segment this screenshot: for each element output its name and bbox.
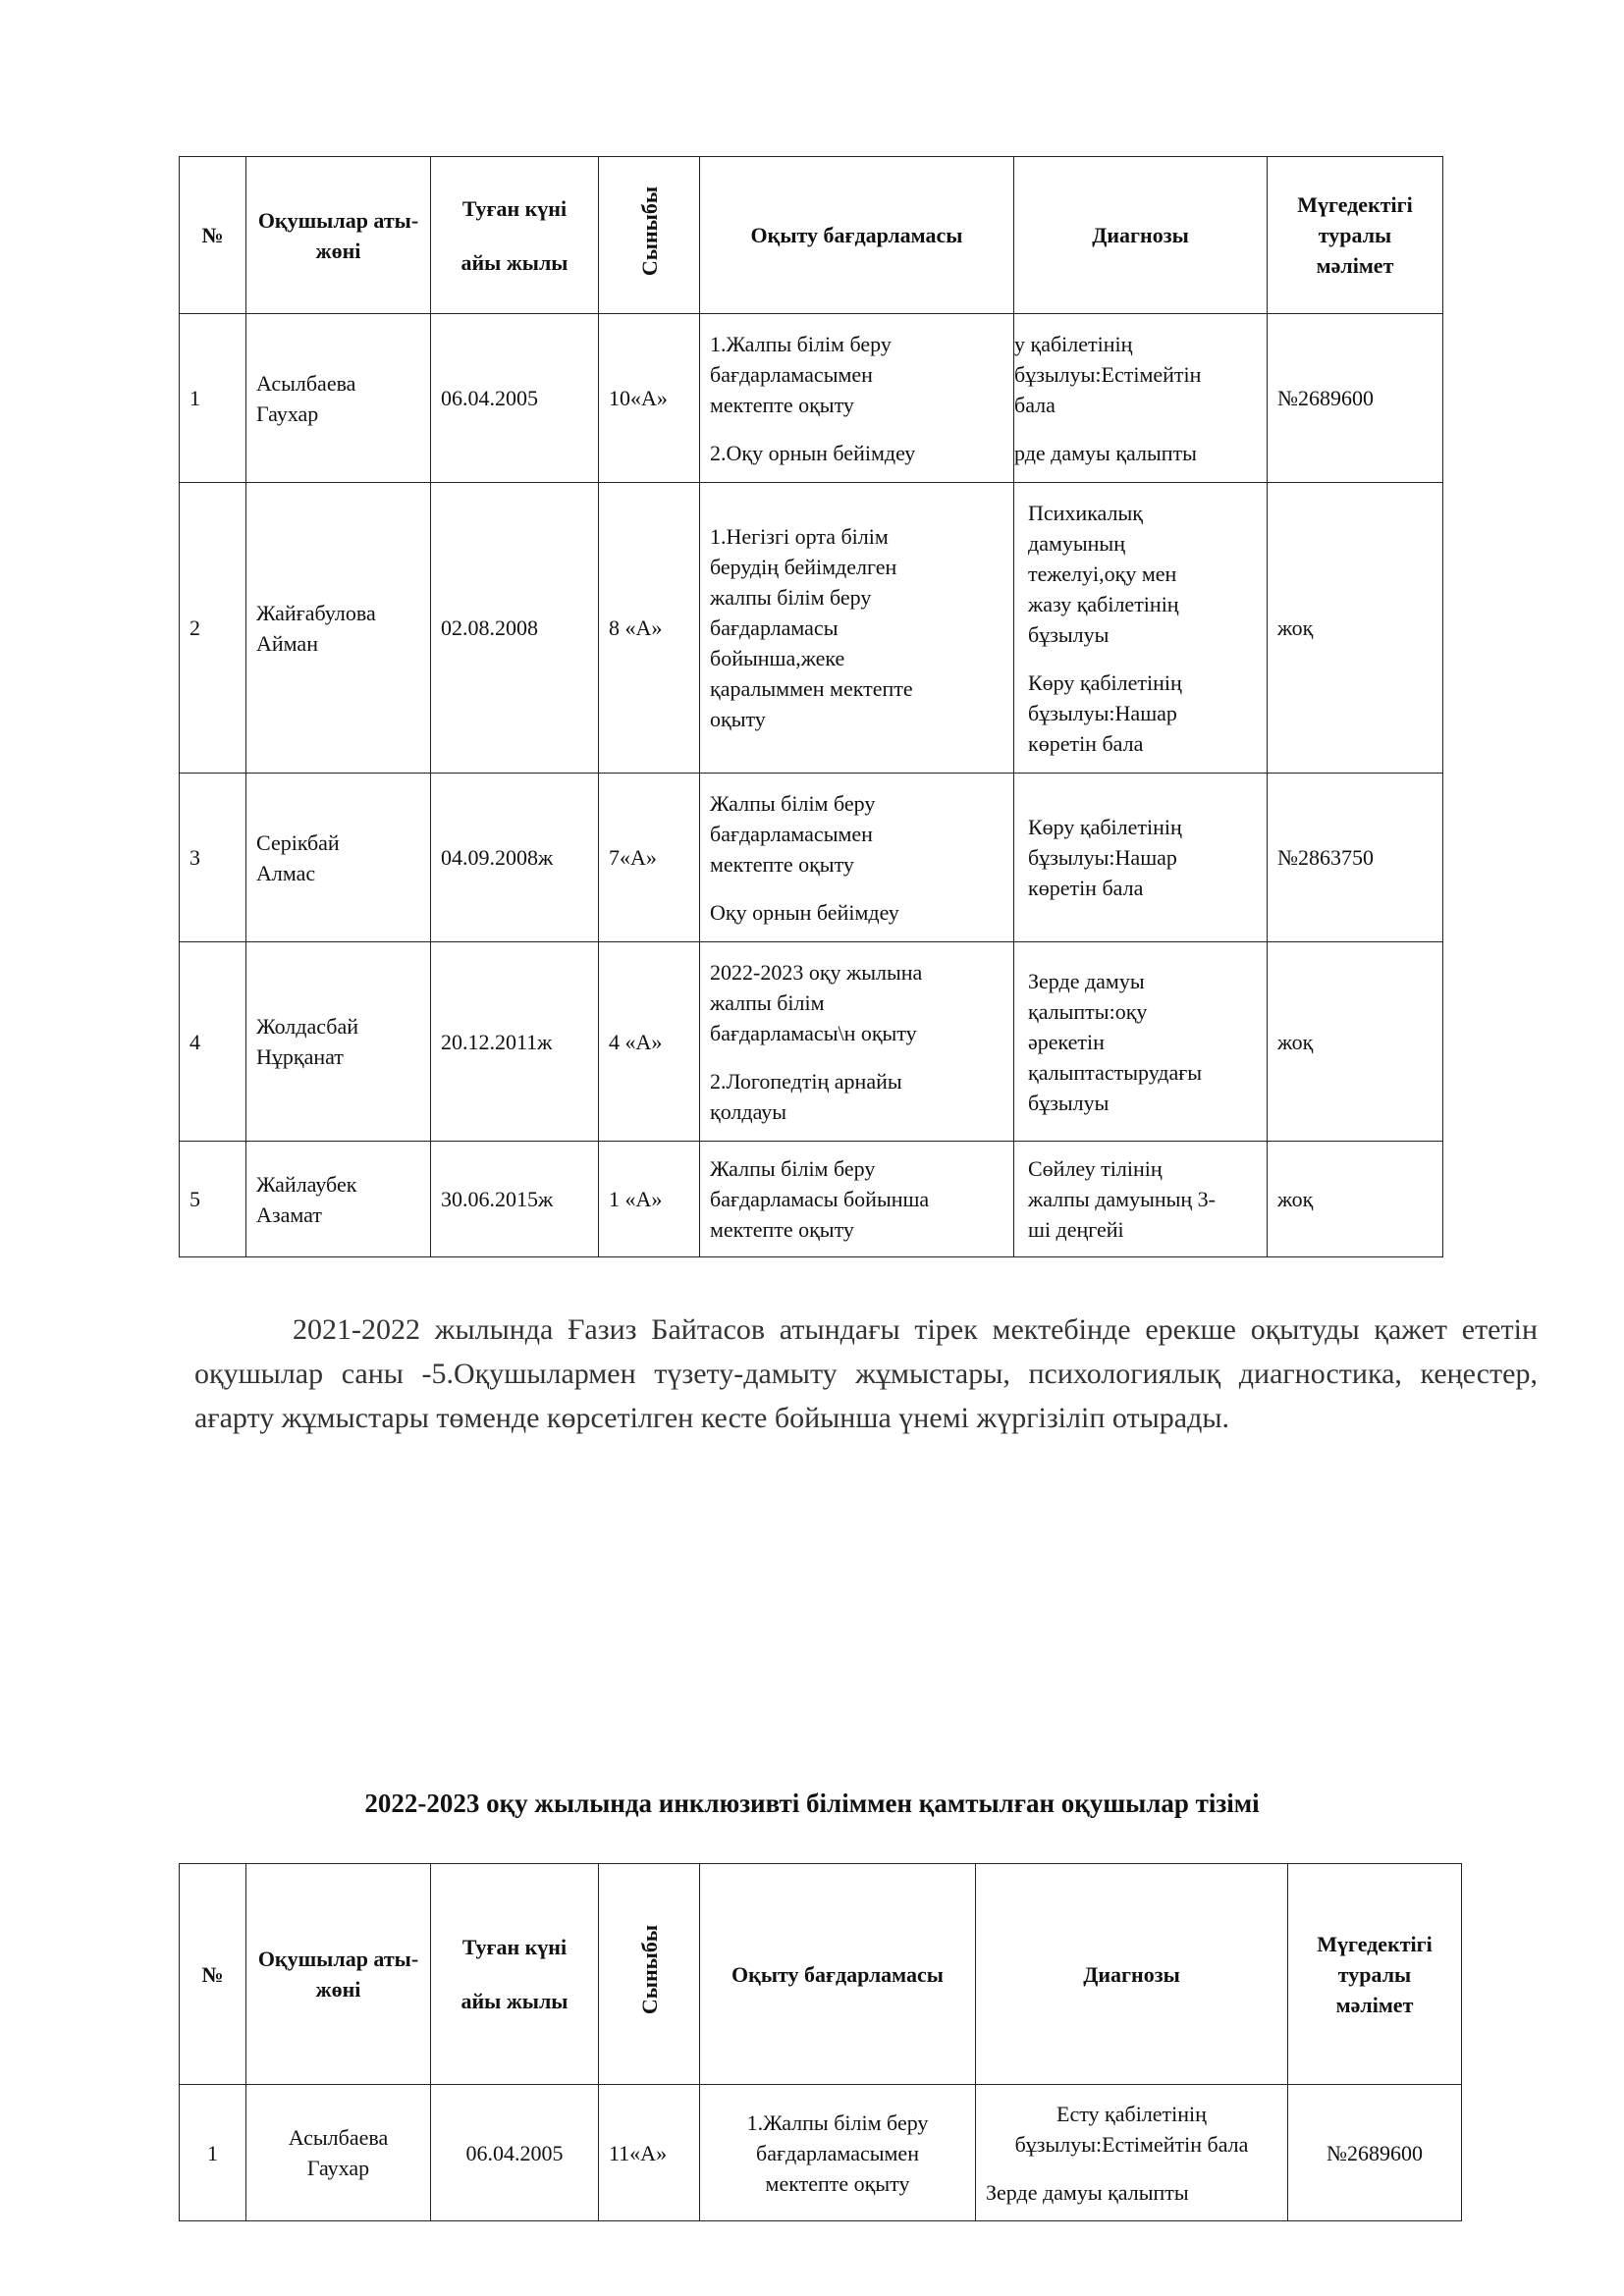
cell-name: Асылбаева Гаухар bbox=[246, 314, 431, 483]
birth-header-line1: Туған күні bbox=[461, 195, 568, 221]
table2-title: 2022-2023 оқу жылында инклюзивті біліммен қамтылған оқушылар тізімі bbox=[364, 1789, 1260, 1818]
col-header-disability: Мүгедектігі туралы мәлімет bbox=[1268, 157, 1443, 314]
cell-disability: жоқ bbox=[1268, 942, 1443, 1142]
cell-diagnosis: Сөйлеу тілінің жалпы дамуының 3- ші деңгейі bbox=[1014, 1142, 1268, 1257]
cell-program: 1.Жалпы білім беру бағдарламасымен мектепте оқыту bbox=[700, 2085, 976, 2221]
students-table-2021 bbox=[179, 156, 1443, 1257]
cell-birth: 20.12.2011ж bbox=[431, 942, 599, 1142]
col-header-disability: Мүгедектігі туралы мәлімет bbox=[1288, 1864, 1462, 2085]
table-header-row bbox=[180, 1864, 1462, 2085]
cell-name: Асылбаева Гаухар bbox=[246, 2085, 431, 2221]
cell-class: 4 «А» bbox=[599, 942, 700, 1142]
cell-birth: 02.08.2008 bbox=[431, 483, 599, 774]
cell-birth: 04.09.2008ж bbox=[431, 774, 599, 942]
cell-diagnosis: у қабілетінің бұзылуы:Естімейтін бала рде дамуы қалыпты bbox=[1014, 314, 1268, 483]
cell-num: 4 bbox=[180, 942, 246, 1142]
cell-program: 1.Жалпы білім беру бағдарламасымен мектепте оқыту 2.Оқу орнын бейімдеу bbox=[700, 314, 1014, 483]
cell-disability: жоқ bbox=[1268, 483, 1443, 774]
cell-name: Жайғабулова Айман bbox=[246, 483, 431, 774]
col-header-birth bbox=[431, 1864, 599, 2085]
students-table-2022 bbox=[179, 1863, 1462, 2221]
col-header-num: № bbox=[180, 1864, 246, 2085]
cell-diagnosis: Есту қабілетінің бұзылуы:Естімейтін бала Зерде дамуы қалыпты bbox=[976, 2085, 1288, 2221]
birth-header-line2: айы жылы bbox=[460, 1989, 568, 2013]
cell-num: 1 bbox=[180, 314, 246, 483]
cell-birth: 06.04.2005 bbox=[431, 314, 599, 483]
col-header-birth bbox=[431, 157, 599, 314]
col-header-program: Оқыту бағдарламасы bbox=[700, 1864, 976, 2085]
table-row bbox=[180, 774, 1443, 942]
cell-program: 2022-2023 оқу жылына жалпы білім бағдарламасы\н оқыту 2.Логопедтің арнайы қолдауы bbox=[700, 942, 1014, 1142]
cell-disability: жоқ bbox=[1268, 1142, 1443, 1257]
cell-num: 1 bbox=[180, 2085, 246, 2221]
cell-birth: 30.06.2015ж bbox=[431, 1142, 599, 1257]
col-header-class: Сыныбы bbox=[599, 1864, 700, 2085]
cell-class: 11«А» bbox=[599, 2085, 700, 2221]
table-row bbox=[180, 314, 1443, 483]
birth-header-line2: айы жылы bbox=[460, 249, 568, 275]
cell-birth: 06.04.2005 bbox=[431, 2085, 599, 2221]
col-header-program: Оқыту бағдарламасы bbox=[700, 157, 1014, 314]
table-header-row bbox=[180, 157, 1443, 314]
col-header-name: Оқушылар аты- жөні bbox=[246, 157, 431, 314]
cell-diagnosis: Көру қабілетінің бұзылуы:Нашар көретін бала bbox=[1014, 774, 1268, 942]
table-row bbox=[180, 1142, 1443, 1257]
cell-program: Жалпы білім беру бағдарламасы бойынша мектепте оқыту bbox=[700, 1142, 1014, 1257]
cell-diagnosis: Психикалық дамуының тежелуі,оқу мен жазу қабілетінің бұзылуы Көру қабілетінің бұзылуы:Нашар көретін бала bbox=[1014, 483, 1268, 774]
cell-diagnosis: Зерде дамуы қалыпты:оқу әрекетін қалыптастырудағы бұзылуы bbox=[1014, 942, 1268, 1142]
table-row bbox=[180, 483, 1443, 774]
cell-disability: №2689600 bbox=[1268, 314, 1443, 483]
col-header-diagnosis: Диагнозы bbox=[1014, 157, 1268, 314]
col-header-class: Сыныбы bbox=[599, 157, 700, 314]
cell-class: 8 «А» bbox=[599, 483, 700, 774]
cell-num: 2 bbox=[180, 483, 246, 774]
cell-program: Жалпы білім беру бағдарламасымен мектепте оқыту Оқу орнын бейімдеу bbox=[700, 774, 1014, 942]
cell-num: 3 bbox=[180, 774, 246, 942]
body-paragraph: 2021-2022 жылында Ғазиз Байтасов атындағы тірек мектебінде ерекше оқытуды қажет ететін оқушылар саны -5.Оқушылармен түзету-дамыту жұмыстары, психологиялық диагностика, кеңестер, ағарту жұмыстары төменде көрсетілген кесте бойынша үнемі жүргізіліп отырады. bbox=[194, 1313, 1538, 1434]
col-header-name: Оқушылар аты- жөні bbox=[246, 1864, 431, 2085]
cell-class: 7«А» bbox=[599, 774, 700, 942]
birth-header-line1: Туған күні bbox=[461, 1935, 568, 1959]
cell-num: 5 bbox=[180, 1142, 246, 1257]
table-row bbox=[180, 942, 1443, 1142]
cell-class: 10«А» bbox=[599, 314, 700, 483]
cell-disability: №2689600 bbox=[1288, 2085, 1462, 2221]
cell-disability: №2863750 bbox=[1268, 774, 1443, 942]
col-header-diagnosis: Диагнозы bbox=[976, 1864, 1288, 2085]
cell-program: 1.Негізгі орта білім берудің бейімделген жалпы білім беру бағдарламасы бойынша,жеке қаралыммен мектепте оқыту bbox=[700, 483, 1014, 774]
cell-class: 1 «А» bbox=[599, 1142, 700, 1257]
cell-name: Жолдасбай Нұрқанат bbox=[246, 942, 431, 1142]
cell-name: Жайлаубек Азамат bbox=[246, 1142, 431, 1257]
table-row bbox=[180, 2085, 1462, 2221]
cell-name: Серікбай Алмас bbox=[246, 774, 431, 942]
col-header-num: № bbox=[180, 157, 246, 314]
